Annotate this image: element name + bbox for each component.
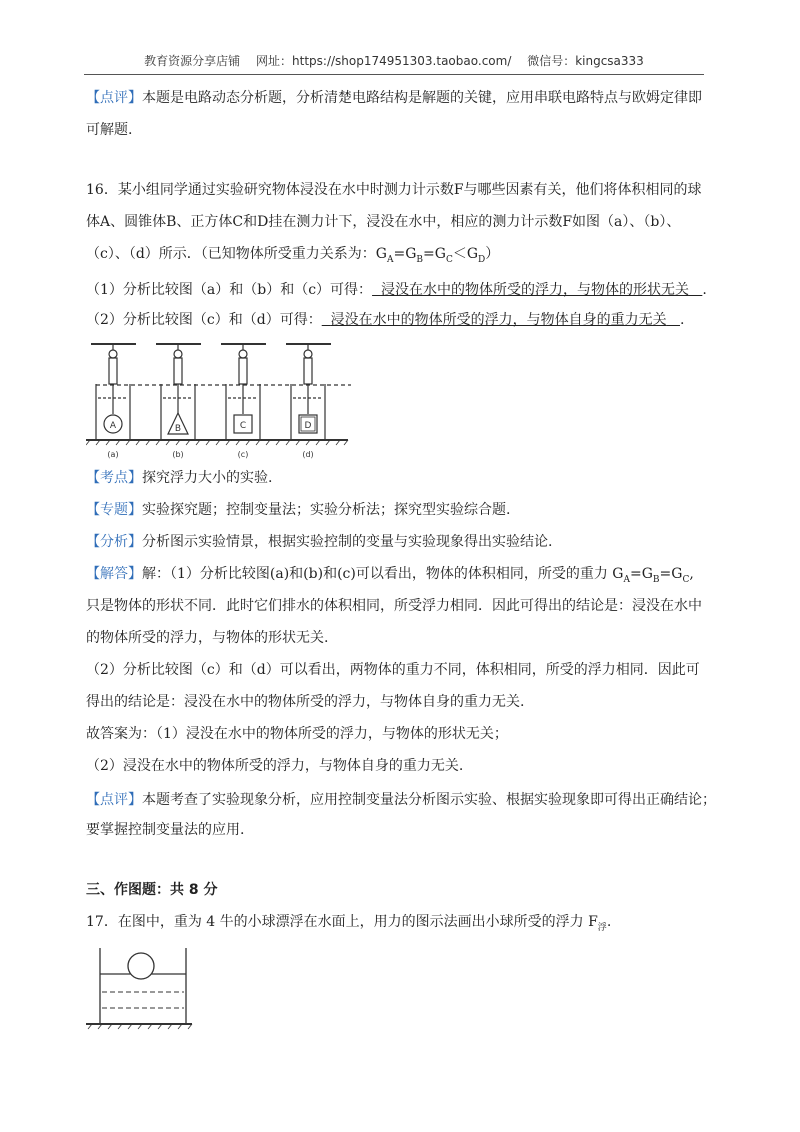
shop-name: 教育资源分享店铺 xyxy=(144,54,241,68)
q16-figure xyxy=(86,340,356,462)
dianping-line1: 【点评】本题考查了实验现象分析，应用控制变量法分析图示实验、根据实验现象即可得出正确结论； xyxy=(86,792,716,808)
jieda-line6: 故答案为：（1）浸没在水中的物体所受的浮力，与物体的形状无关； xyxy=(86,726,508,742)
wechat-id: 微信号：kingcsa333 xyxy=(527,54,644,68)
zhuanti-line: 【专题】实验探究题；控制变量法；实验分析法；探究型实验综合题. xyxy=(86,502,511,518)
jieda-line2: 只是物体的形状不同．此时它们排水的体积相同，所受浮力相同．因此可得出的结论是：浸没在水中 xyxy=(86,598,702,614)
kaodian-line: 【考点】探究浮力大小的实验. xyxy=(86,470,273,486)
caption-c: (c) xyxy=(237,450,249,459)
fenxi-line: 【分析】分析图示实验情景，根据实验控制的变量与实验现象得出实验结论. xyxy=(86,534,553,550)
q16-line2: 体A、圆锥体B、正方体C和D挂在测力计下，浸没在水中，相应的测力计示数F如图（a）、（b）、 xyxy=(86,214,681,230)
object-label-c: C xyxy=(239,421,247,431)
section-title: 三、作图题：共 8 分 xyxy=(86,882,218,898)
comment-tag: 【点评】 xyxy=(86,90,142,106)
object-label-a: A xyxy=(109,421,117,431)
jieda-line7: （2）浸没在水中的物体所受的浮力，与物体自身的重力无关. xyxy=(86,758,464,774)
jieda-line3: 的物体所受的浮力，与物体的形状无关. xyxy=(86,630,329,646)
q16-sub2: （2）分析比较图（c）和（d）可得： 浸没在水中的物体所受的浮力，与物体自身的重力无关 . xyxy=(86,312,685,328)
jieda-line1: 【解答】解：（1）分析比较图(a)和(b)和(c)可以看出，物体的体积相同，所受的重力 $G_A=G_B=G_C$, xyxy=(86,566,694,585)
q16-line3: （c）、（d）所示．（已知物体所受重力关系为：$G_A=G_B=G_C<G_D$） xyxy=(86,246,500,265)
object-label-d: D xyxy=(304,421,312,431)
q17-figure xyxy=(86,946,196,1030)
caption-d: (d) xyxy=(302,450,314,459)
jieda-line5: 得出的结论是：浸没在水中的物体所受的浮力，与物体自身的重力无关. xyxy=(86,694,525,710)
prev-comment-line1: 【点评】本题是电路动态分析题，分析清楚电路结构是解题的关键，应用串联电路特点与欧姆定律即 xyxy=(86,90,702,106)
floating-ball xyxy=(128,953,154,979)
caption-b: (b) xyxy=(172,450,184,459)
object-label-b: B xyxy=(174,424,182,434)
header-divider xyxy=(84,74,704,75)
caption-a: (a) xyxy=(107,450,119,459)
q16-sub1: （1）分析比较图（a）和（b）和（c）可得： 浸没在水中的物体所受的浮力，与物体的形状无关 . xyxy=(86,282,707,298)
dianping-line2: 要掌握控制变量法的应用. xyxy=(86,822,245,838)
answer-blank-2: 浸没在水中的物体所受的浮力，与物体自身的重力无关 xyxy=(330,312,667,328)
jieda-line4: （2）分析比较图（c）和（d）可以看出，两物体的重力不同，体积相同，所受的浮力相同．因此可 xyxy=(86,662,700,678)
prev-comment-line2: 可解题. xyxy=(86,122,133,138)
q17-text: 17．在图中，重为 4 牛的小球漂浮在水面上，用力的图示法画出小球所受的浮力 $F_浮$. xyxy=(86,914,612,933)
shop-url[interactable]: 网址：https://shop174951303.taobao.com/ xyxy=(256,54,512,68)
answer-blank-1: 浸没在水中的物体所受的浮力，与物体的形状无关 xyxy=(380,282,689,298)
q16-line1: 16．某小组同学通过实验研究物体浸没在水中时测力计示数F与哪些因素有关，他们将体积相同的球 xyxy=(86,182,702,198)
page-header xyxy=(84,52,704,69)
